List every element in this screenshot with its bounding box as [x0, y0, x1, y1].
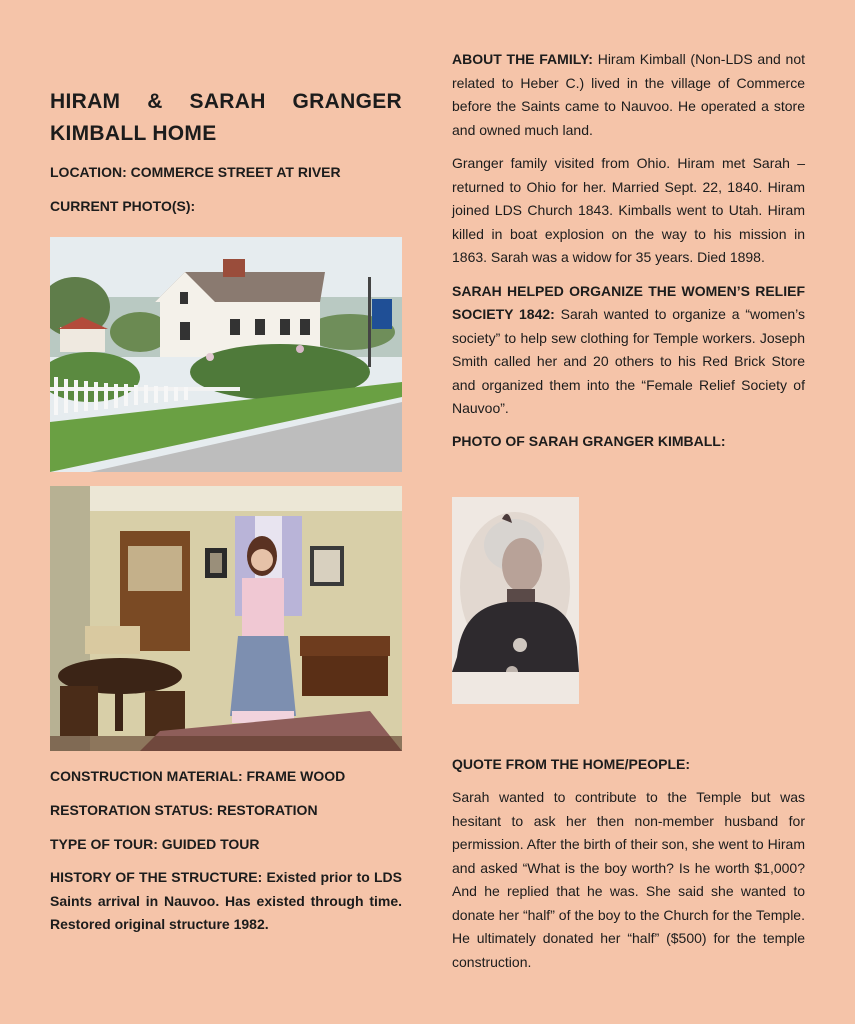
- about-family-paragraph: [452, 48, 805, 142]
- about-family-text: Hiram Kimball (Non-LDS and not related to Heber C.) lived in the village of Commerce before the Saints came to Nauvoo. He operated a store and owned much land.: [452, 51, 805, 138]
- relief-society-heading: SARAH HELPED ORGANIZE THE WOMEN’S RELIEF SOCIETY 1842:: [452, 282, 805, 322]
- interior-photo-icon: [50, 486, 402, 751]
- about-family-heading: ABOUT THE FAMILY:: [452, 51, 593, 67]
- house-exterior-photo: [50, 237, 402, 472]
- restoration-status: RESTORATION STATUS: RESTORATION: [50, 802, 318, 818]
- lower-left-details: [50, 766, 402, 937]
- portrait-photo-icon: [452, 497, 579, 704]
- current-photos-label: CURRENT PHOTO(S):: [50, 198, 196, 214]
- location-label: LOCATION: COMMERCE STREET AT RIVER: [50, 164, 341, 180]
- type-of-tour: TYPE OF TOUR: GUIDED TOUR: [50, 836, 260, 852]
- exterior-photo-icon: [50, 237, 402, 472]
- title-line-1: HIRAM & SARAH GRANGER: [50, 90, 402, 113]
- house-interior-photo: [50, 486, 402, 751]
- title-line-2: KIMBALL HOME: [50, 122, 217, 145]
- left-column: [50, 86, 402, 216]
- quote-text: Sarah wanted to contribute to the Temple but was hesitant to ask her then non-member husband for permission. After the birth of their son, she went to Hiram and asked “What is the boy worth? Is he worth $1,000? And he replied that he was. She said she wanted to donate her “half” of the boy to the Church for the Temple. He ultimately donated her “half” ($500) for the temple construction.: [452, 789, 805, 970]
- quote-section: [452, 754, 805, 984]
- granger-family-paragraph: Granger family visited from Ohio. Hiram met Sarah – returned to Ohio for her. Married Sept. 22, 1840. Hiram joined LDS Church 1843. Kimballs went to Utah. Hiram killed in boat explosion on the way to his mission in 1863. Sarah was a widow for 35 years. Died 1898.: [452, 155, 805, 265]
- page-title: [50, 86, 402, 150]
- quote-label: QUOTE FROM THE HOME/PEOPLE:: [452, 756, 691, 772]
- photo-of-sarah-label: PHOTO OF SARAH GRANGER KIMBALL:: [452, 432, 726, 449]
- construction-material: CONSTRUCTION MATERIAL: FRAME WOOD: [50, 768, 346, 784]
- history-of-structure: HISTORY OF THE STRUCTURE: Existed prior to LDS Saints arrival in Nauvoo. Has existed through time. Restored original structure 1982.: [50, 869, 402, 932]
- right-column: [452, 48, 805, 451]
- relief-society-text: Sarah wanted to organize a “women’s society” to help sew clothing for Temple workers. Joseph Smith called her and 20 others to his Red Brick Store and organized them into the “Female Relief Society of Nauvoo”.: [452, 306, 806, 416]
- relief-society-paragraph: [452, 280, 805, 421]
- sarah-portrait-photo: [452, 497, 579, 704]
